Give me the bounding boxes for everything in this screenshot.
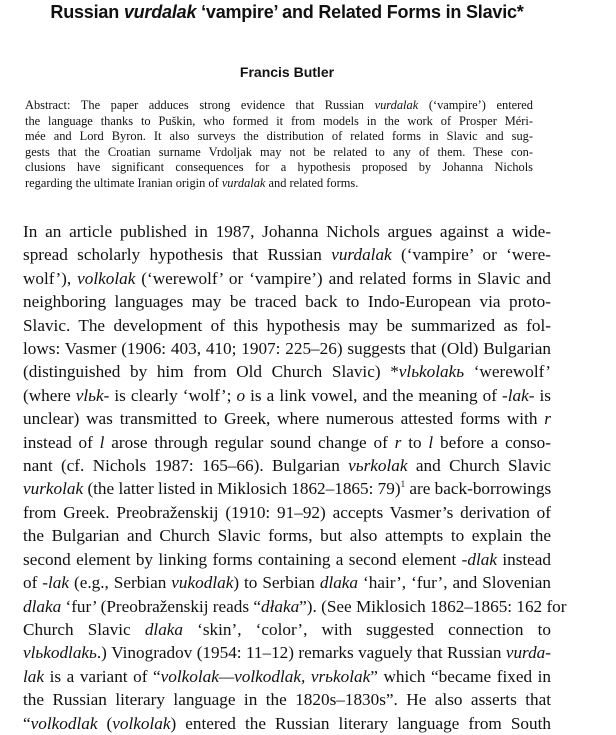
text-run: ‘hair’, ‘fur’, and Slovenian (358, 573, 551, 593)
text-run: is a variant of “ (44, 666, 161, 686)
italic-term: vlьkodlakь (23, 643, 97, 663)
text-run: the Bulgarian and Church Slavic forms, but also attempts to explain the (23, 526, 551, 546)
text-run: is clearly ‘wolf’; (109, 385, 237, 405)
text-run: wolf’), (23, 268, 78, 288)
text-run: neighboring languages may be traced back to Indo-European via proto- (23, 292, 551, 312)
text-run: before a conso- (433, 432, 552, 452)
text-run: nant (cf. Nichols 1987: 165–66). Bulgarian (23, 456, 349, 476)
title-pre: Russian (50, 2, 124, 22)
text-run: ) to Serbian (233, 573, 320, 593)
text-run: (e.g., Serbian (69, 573, 172, 593)
text-run: (‘werewolf’ or ‘vampire’) and related forms in Slavic and (135, 268, 551, 288)
body-line (23, 548, 551, 571)
body-paragraph (23, 220, 567, 735)
italic-term: dlaka (144, 619, 184, 639)
body-line (23, 712, 551, 735)
text-run: are back-borrowings (405, 479, 552, 499)
italic-term: l (428, 432, 434, 452)
body-line (23, 595, 567, 618)
title-post: ‘vampire’ and Related Forms in Slavic* (196, 2, 524, 22)
text-run: lows: Vasmer (1906: 403, 410; 1907: 225–26) suggests that (Old) Bulgarian (23, 339, 551, 359)
italic-term: -dlak (461, 549, 497, 569)
text-run: (distinguished by him from Old Church Slavic) * (23, 362, 399, 382)
text-run: (‘vampire’) entered (418, 98, 533, 112)
body-line (23, 243, 551, 266)
body-line (23, 665, 551, 688)
italic-term: -lak- (502, 385, 535, 405)
italic-term: vьrkolak (348, 456, 408, 476)
body-line (23, 407, 551, 430)
italic-term: volkolak (112, 713, 171, 733)
body-line (23, 337, 551, 360)
text-run: ” which “became fixed in (370, 666, 551, 686)
text-run: (the latter listed in Miklosich 1862–1865: 79) (83, 479, 401, 499)
body-line (23, 454, 551, 477)
text-run: and related forms. (265, 175, 359, 190)
italic-term: volkolak (77, 268, 136, 288)
text-run: the Russian literary language in the 1820s–1830s”. He also asserts that (23, 690, 551, 710)
italic-term: vurdalak (331, 245, 392, 265)
italic-term: l (99, 432, 105, 452)
text-run: ‘fur’ (Preobraženskij reads “ (61, 596, 261, 616)
italic-term: vurkolak (23, 479, 84, 499)
italic-term: vurda- (505, 643, 551, 663)
text-run: gests that the Croatian surname Vrdoljak may not be related to any of them. These con- (25, 144, 533, 159)
body-line (23, 688, 551, 711)
body-line (23, 524, 551, 547)
italic-term: r (394, 432, 402, 452)
abstract (25, 98, 533, 192)
italic-term: o (236, 385, 246, 405)
text-run: ”). (See Miklosich 1862–1865: 162 for (299, 596, 567, 616)
body-line (23, 477, 551, 500)
text-run: of (23, 573, 43, 593)
text-run: mée and Lord Byron. It also surveys the distribution of related forms in Slavic and sug- (25, 129, 533, 144)
body-line (23, 618, 551, 641)
body-line (23, 384, 551, 407)
text-run: ( (97, 713, 113, 733)
abstract-line (25, 98, 533, 114)
text-run: is a link vowel, and the meaning of (245, 385, 503, 405)
body-line (23, 314, 551, 337)
abstract-line (25, 176, 533, 192)
italic-term: r (544, 409, 551, 429)
text-run: ‘werewolf’ (464, 362, 552, 382)
text-run: regarding the ultimate Iranian origin of (25, 175, 222, 190)
abstract-line (25, 145, 533, 161)
italic-term: vlьkolakь (398, 362, 465, 382)
abstract-line (25, 114, 533, 130)
text-run: instead (496, 549, 552, 569)
italic-term: -lak (42, 573, 70, 593)
text-run: and Church Slavic (407, 456, 551, 476)
text-run: second element by linking forms containing a second element (23, 549, 462, 569)
body-line (23, 641, 551, 664)
footnote-marker[interactable]: 1 (400, 479, 406, 490)
text-run: “ (23, 713, 31, 733)
text-run: from Greek. Preobraženskij (1910: 91–92) accepts Vasmer’s derivation of (23, 502, 551, 522)
text-run: Abstract: The paper adduces strong evidence that Russian (25, 98, 375, 112)
text-run: (‘vampire’ or ‘were- (391, 245, 551, 265)
text-run: Church Slavic (23, 619, 145, 639)
italic-term: vlьk- (75, 385, 110, 405)
text-run: (where (23, 385, 76, 405)
italic-term: dlaka (23, 596, 62, 616)
body-line (23, 290, 551, 313)
italic-term: lak (23, 666, 44, 686)
text-run: the language thanks to Puškin, who formed it from models in the work of Prosper Méri- (25, 113, 533, 128)
text-run: spread scholarly hypothesis that Russian (23, 245, 332, 265)
text-run: ) entered the Russian literary language from South (170, 713, 551, 733)
italic-term: vurdalak (374, 98, 419, 112)
italic-term: volkolak—volkodlak, vrьkolak (160, 666, 371, 686)
text-run: In an article published in 1987, Johanna Nichols argues against a wide- (23, 222, 551, 241)
text-run: .) Vinogradov (1954: 11–12) remarks vaguely that Russian (96, 643, 506, 663)
text-run: to (401, 432, 429, 452)
title-italic-term: vurdalak (123, 2, 197, 22)
body-line (23, 571, 551, 594)
body-line (23, 501, 551, 524)
author-name: Francis Butler (239, 64, 335, 80)
italic-term: dłaka (260, 596, 300, 616)
italic-term: vukodlak (171, 573, 234, 593)
abstract-line (25, 129, 533, 145)
body-line (23, 220, 551, 243)
text-run: unclear) was transmitted to Greek, where numerous attested forms with (23, 409, 545, 429)
text-run: ‘skin’, ‘color’, with suggested connection to (183, 619, 551, 639)
paper-title (0, 2, 574, 23)
text-run: clusions have significant consequences for a hypothesis proposed by Johanna Nichols (25, 160, 533, 175)
body-line (23, 431, 551, 454)
body-line (23, 360, 551, 383)
italic-term: volkodlak (30, 713, 98, 733)
italic-term: dlaka (319, 573, 359, 593)
text-run: instead of (23, 432, 100, 452)
text-run: is (534, 385, 551, 405)
text-run: arose through regular sound change of (104, 432, 395, 452)
italic-term: vurdalak (221, 175, 266, 190)
text-run: Slavic. The development of this hypothesis may be summarized as fol- (23, 315, 551, 335)
body-line (23, 267, 551, 290)
abstract-line (25, 160, 533, 176)
